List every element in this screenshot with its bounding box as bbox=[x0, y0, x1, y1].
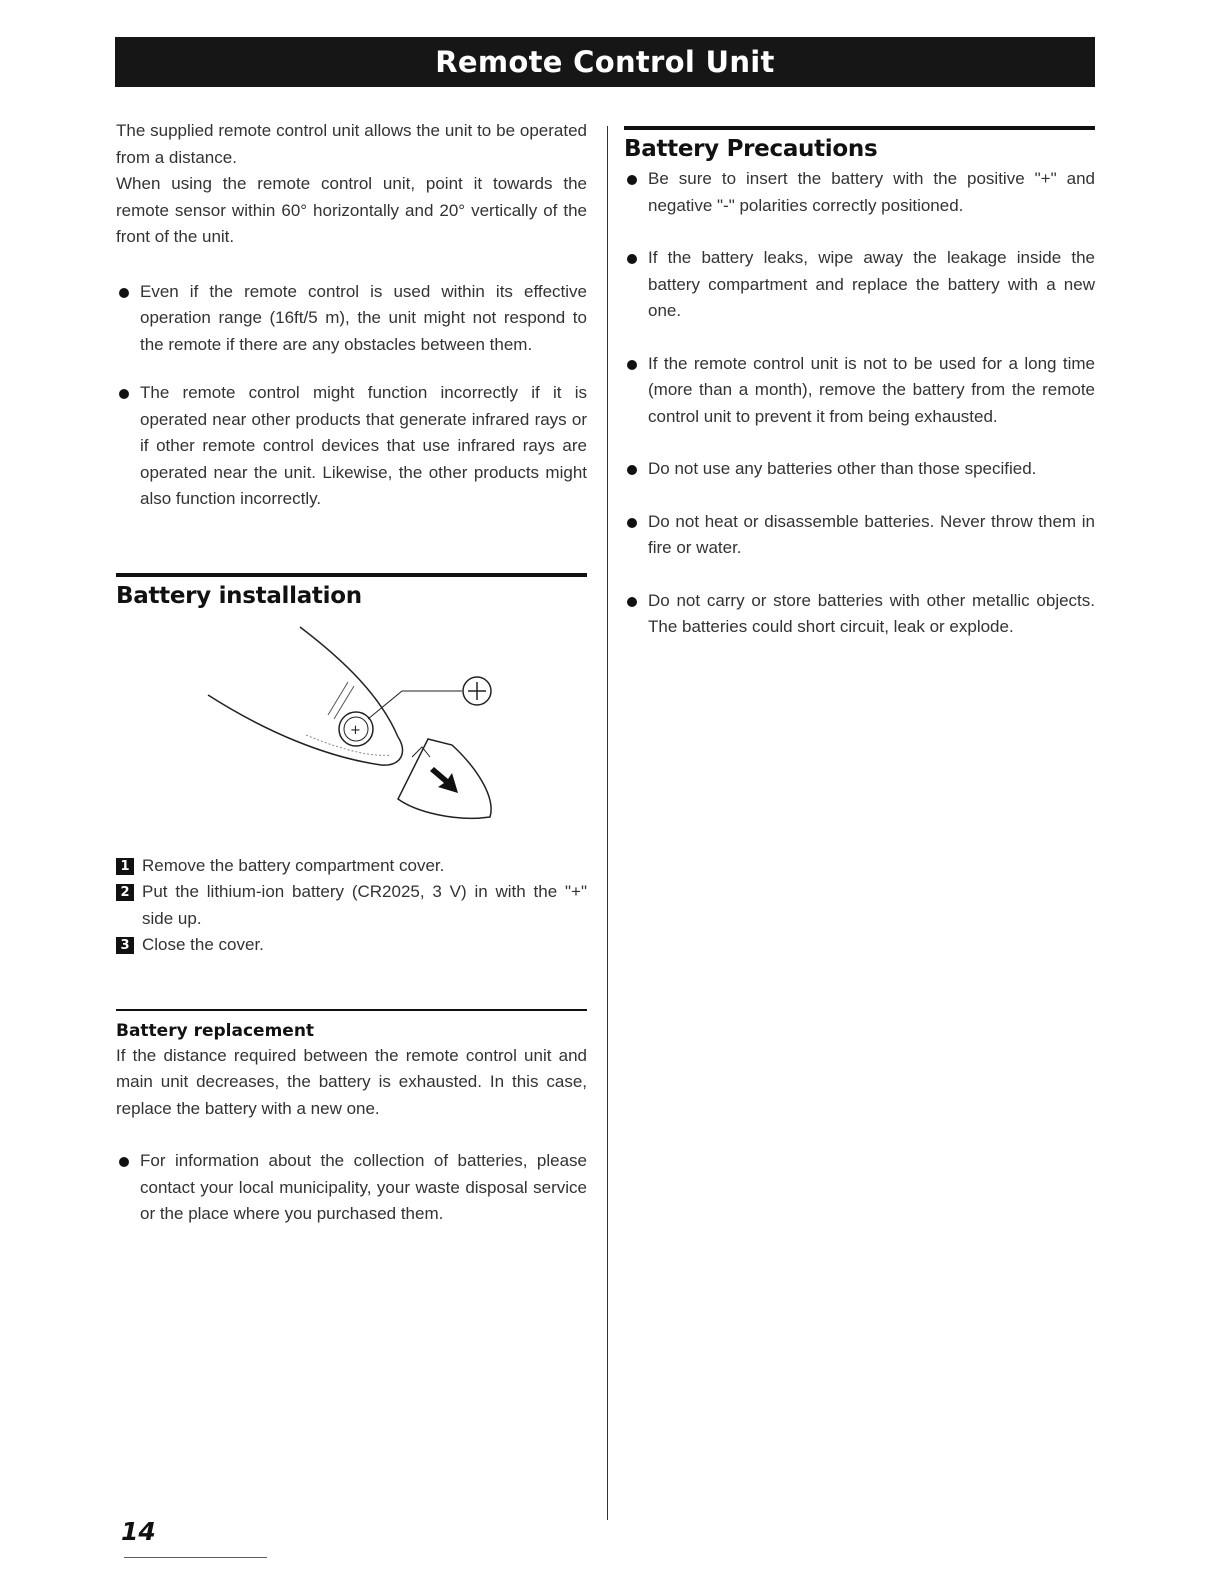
step-number-badge: 3 bbox=[116, 937, 134, 954]
step-text: Remove the battery compartment cover. bbox=[142, 855, 445, 875]
precautions-heading: Battery Precautions bbox=[624, 136, 878, 162]
step-item bbox=[116, 853, 587, 880]
step-number-badge: 1 bbox=[116, 858, 134, 875]
replacement-bullet: For information about the collection of batteries, please contact your local municipality, your waste disposal service or the place where you purchased them. bbox=[116, 1148, 587, 1228]
precaution-bullet: Be sure to insert the battery with the positive "+" and negative "-" polarities correctly positioned. bbox=[624, 166, 1095, 219]
left-column bbox=[116, 118, 587, 1228]
remote-battery-illustration-icon bbox=[116, 617, 587, 847]
precaution-bullet: Do not carry or store batteries with other metallic objects. The batteries could short circuit, leak or explode. bbox=[624, 588, 1095, 641]
replacement-heading: Battery replacement bbox=[116, 1020, 315, 1041]
page-number: 14 bbox=[121, 1517, 156, 1546]
column-divider bbox=[607, 126, 608, 1520]
section-rule bbox=[116, 573, 587, 577]
intro-paragraph-2: When using the remote control unit, point it towards the remote sensor within 60° horizontally and 20° vertically of the front of the unit. bbox=[116, 174, 587, 246]
installation-section bbox=[116, 573, 587, 959]
intro-paragraph-1: The supplied remote control unit allows the unit to be operated from a distance. bbox=[116, 121, 587, 167]
intro-bullet: Even if the remote control is used within its effective operation range (16ft/5 m), the unit might not respond to the remote if there are any obstacles between them. bbox=[116, 279, 587, 359]
precaution-bullet: If the battery leaks, wipe away the leakage inside the battery compartment and replace the battery with a new one. bbox=[624, 245, 1095, 325]
step-text: Put the lithium-ion battery (CR2025, 3 V) in with the "+" side up. bbox=[142, 882, 587, 928]
page-number-rule bbox=[124, 1557, 267, 1558]
section-rule bbox=[624, 126, 1095, 130]
page-title: Remote Control Unit bbox=[435, 45, 775, 79]
precaution-bullet: Do not heat or disassemble batteries. Never throw them in fire or water. bbox=[624, 509, 1095, 562]
precaution-bullet: If the remote control unit is not to be used for a long time (more than a month), remove the battery from the remote control unit to prevent it from being exhausted. bbox=[624, 351, 1095, 431]
section-rule bbox=[116, 1009, 587, 1011]
battery-installation-figure bbox=[116, 617, 587, 847]
step-item bbox=[116, 879, 587, 932]
right-column bbox=[624, 126, 1095, 641]
precaution-bullet: Do not use any batteries other than those specified. bbox=[624, 456, 1095, 483]
replacement-bullet-list bbox=[116, 1148, 587, 1228]
step-number-badge: 2 bbox=[116, 884, 134, 901]
intro-bullet-list bbox=[116, 279, 587, 513]
replacement-section bbox=[116, 1009, 587, 1228]
step-text: Close the cover. bbox=[142, 935, 264, 954]
svg-text:+: + bbox=[350, 722, 361, 738]
installation-heading: Battery installation bbox=[116, 582, 362, 609]
page-title-bar bbox=[115, 37, 1095, 87]
replacement-paragraph: If the distance required between the remote control unit and main unit decreases, the battery is exhausted. In this case, replace the battery with a new one. bbox=[116, 1045, 587, 1118]
installation-steps bbox=[116, 853, 587, 959]
intro-bullet: The remote control might function incorrectly if it is operated near other products that generate infrared rays or if other remote control devices that use infrared rays are operated near the unit. Likewise, the other products might also function incorrectly. bbox=[116, 380, 587, 513]
precautions-bullet-list bbox=[624, 166, 1095, 641]
step-item bbox=[116, 932, 587, 959]
